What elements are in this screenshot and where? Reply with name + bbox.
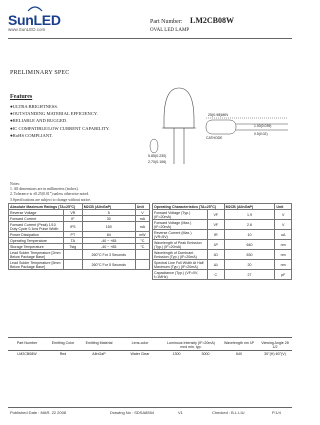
footer-published: Published Date : MAR. 22 2008	[10, 410, 67, 415]
table-cell: Forward Voltage (Max.) (IF=20mA)	[153, 220, 208, 230]
table-header: Operating Characteristics (TA=25°C)	[153, 204, 225, 210]
dim-label-5: CATHODE	[206, 136, 223, 140]
table-cell: Forward Current	[9, 216, 64, 222]
notes-line: 1. All dimensions are in millimeters (inches).	[10, 187, 79, 192]
sunled-logo	[8, 6, 68, 32]
dim-label-4: 1.00(0.039)	[254, 124, 272, 128]
table-cell: PT	[64, 232, 83, 238]
table-cell: TA	[64, 238, 83, 244]
table-cell	[64, 260, 83, 270]
table-cell: mA	[135, 222, 149, 232]
table-cell: VF	[208, 220, 225, 230]
notes-block	[10, 182, 91, 203]
feature-item: ●OUTSTANDING MATERIAL EFFICIENCY.	[10, 111, 98, 117]
selection-header: Luminous Intensity (IF=20mA) mcd min. typ.	[166, 341, 216, 349]
selection-row	[8, 351, 292, 358]
table-cell: 84	[82, 232, 135, 238]
table-cell: nm	[275, 260, 292, 270]
table-header: M2CB (AlInGaP)	[82, 204, 135, 210]
table-cell: Δλ	[208, 260, 225, 270]
footer-rule	[8, 407, 292, 408]
table-header: Unit	[135, 204, 149, 210]
table-header: Unit	[275, 204, 292, 210]
table-cell: nm	[275, 240, 292, 250]
part-number-line	[150, 16, 234, 25]
footer-page: P.1/4	[272, 410, 281, 415]
table-cell: Tstg	[64, 244, 83, 250]
table-row	[153, 250, 292, 260]
features-list	[10, 103, 110, 139]
table-row	[9, 222, 150, 232]
table-cell: Spectral Line Full Width At Half Maximum (Typ.) (IF=20mA)	[153, 260, 208, 270]
table-cell: 150	[82, 222, 135, 232]
table-header: M2CB (AlInGaP)	[224, 204, 275, 210]
table-cell: IF	[64, 216, 83, 222]
table-cell	[135, 250, 149, 260]
table-cell: 10	[224, 230, 275, 240]
table-cell: Reverse Voltage	[9, 210, 64, 216]
table-cell: VR	[64, 210, 83, 216]
table-cell: 20	[224, 260, 275, 270]
selection-table	[8, 340, 292, 357]
feature-item: ●ULTRA BRIGHTNESS.	[10, 104, 59, 109]
selection-cell: 3000	[201, 352, 210, 356]
table-row	[153, 270, 292, 280]
table-cell: °C	[135, 244, 149, 250]
dim-label-2: 2.70(0.106)	[148, 160, 167, 164]
table-cell: -40 ~ +85	[82, 238, 135, 244]
selection-header: Part Number	[16, 341, 38, 345]
selection-cell: 640	[236, 352, 242, 356]
table-cell: Wavelength of Dominant Emission (Typ.) (IF=20mA)	[153, 250, 208, 260]
table-row	[153, 230, 292, 240]
table-cell: nm	[275, 250, 292, 260]
selection-cell: Red	[59, 352, 67, 356]
selection-cell: 30°(H) 60°(V)	[264, 352, 286, 356]
table-cell: VF	[208, 210, 225, 220]
selection-header: Lens-color	[131, 341, 149, 345]
notes-line: Notes:	[10, 182, 20, 186]
selection-top-rule	[8, 337, 292, 338]
table-cell: 260°C For 3 Seconds	[82, 250, 135, 260]
absolute-max-table	[8, 203, 150, 270]
table-row	[153, 210, 292, 220]
table-row	[153, 220, 292, 230]
selection-cell: AlInGaP	[92, 352, 106, 356]
table-cell: Capacitance (Typ.) (VF=0V, f=1MHz)	[153, 270, 208, 280]
table-cell: λP	[208, 240, 225, 250]
table-cell: uA	[275, 230, 292, 240]
table-cell: 5	[82, 210, 135, 216]
led-dimension-drawing	[148, 78, 294, 174]
led-side-view	[206, 118, 288, 134]
table-cell: iFS	[64, 222, 83, 232]
table-cell: 2.6	[224, 220, 275, 230]
table-cell: Lead Solder Temperature [5mm Below Package Base]	[9, 260, 64, 270]
table-cell: mW	[135, 232, 149, 238]
selection-cell: 1300	[172, 352, 181, 356]
table-row	[153, 260, 292, 270]
selection-cell: Water Clear	[130, 352, 150, 356]
table-cell: C	[208, 270, 225, 280]
table-cell: V	[135, 210, 149, 216]
table-cell: Lead Solder Temperature [2mm Below Package Base]	[9, 250, 64, 260]
table-cell: λD	[208, 250, 225, 260]
notes-line: 3.Specifications are subject to change without notice.	[10, 197, 91, 202]
logo-url: www.SunLED.com	[8, 27, 46, 32]
table-cell: °C	[135, 238, 149, 244]
selection-header: Viewing Angle 2θ 1/2	[261, 341, 289, 349]
notes-line: 2. Tolerance is ±0.25(0.01") unless otherwise noted.	[10, 192, 90, 197]
sun-icon	[26, 4, 44, 12]
table-cell: Reverse Current (Max.) (VR=5V)	[153, 230, 208, 240]
selection-header-row	[8, 340, 292, 351]
part-label: Part Number:	[150, 19, 183, 25]
table-cell: Forward Voltage (Typ.) (IF=20mA)	[153, 210, 208, 220]
table-cell: 1.9	[224, 210, 275, 220]
led-body-outline	[162, 88, 196, 164]
table-cell: V	[275, 210, 292, 220]
table-cell: Wavelength of Peak Emission (Typ.) (IF=20mA)	[153, 240, 208, 250]
page-subtitle: OVAL LED LAMP	[150, 28, 190, 33]
table-cell: 640	[224, 240, 275, 250]
table-cell: V	[275, 220, 292, 230]
dim-label-6: 0.5(0.02)	[254, 132, 268, 136]
led-front-oval	[150, 139, 158, 153]
table-cell: 630	[224, 250, 275, 260]
table-cell: IR	[208, 230, 225, 240]
table-cell	[135, 260, 149, 270]
table-header: Absolute Maximum Ratings (TA=25°C)	[9, 204, 83, 210]
table-cell: -40 ~ +85	[82, 244, 135, 250]
selection-header: Wavelength nm λP	[223, 341, 255, 345]
selection-header: Emitting Color	[51, 341, 75, 345]
table-cell: 27	[224, 270, 275, 280]
feature-item: ●RELIABLE AND RUGGED.	[10, 118, 68, 124]
dim-label-3: 25(0.98)MIN	[208, 113, 228, 117]
operating-characteristics-table	[152, 203, 292, 280]
table-cell: Forward Current (Peak) 1/10 Duty Cycle 0.1ms Pulse Width	[9, 222, 64, 232]
table-cell: Operating Temperature	[9, 238, 64, 244]
feature-item: ●RoHS COMPLIANT.	[10, 132, 53, 138]
table-cell: Storage Temperature	[9, 244, 64, 250]
table-row	[153, 240, 292, 250]
footer-drawing: Drawing No : SDSA8554	[110, 410, 155, 415]
logo-name: SunLED	[8, 12, 61, 28]
footer-checked: Checked : B.L.LIU	[212, 410, 245, 415]
part-number: LM2CB08W	[190, 16, 234, 25]
feature-item: ●IC COMPATIBLE/LOW CURRENT CAPABILITY.	[10, 125, 110, 131]
selection-header: Emitting Material	[85, 341, 113, 345]
table-cell: 260°C For 5 Seconds	[82, 260, 135, 270]
table-cell: pF	[275, 270, 292, 280]
footer-version: V1	[178, 410, 183, 415]
table-row	[9, 250, 150, 260]
features-title: Features	[10, 94, 33, 100]
table-cell	[64, 250, 83, 260]
selection-cell: LM2CB08W	[17, 352, 37, 356]
header-divider	[8, 38, 292, 39]
table-cell: Power Dissipation	[9, 232, 64, 238]
table-cell: 30	[82, 216, 135, 222]
table-cell: mA	[135, 216, 149, 222]
table-row	[9, 260, 150, 270]
preliminary-label: PRELIMINARY SPEC	[10, 70, 70, 76]
dim-label-1: 5.85(0.230)	[148, 154, 167, 158]
